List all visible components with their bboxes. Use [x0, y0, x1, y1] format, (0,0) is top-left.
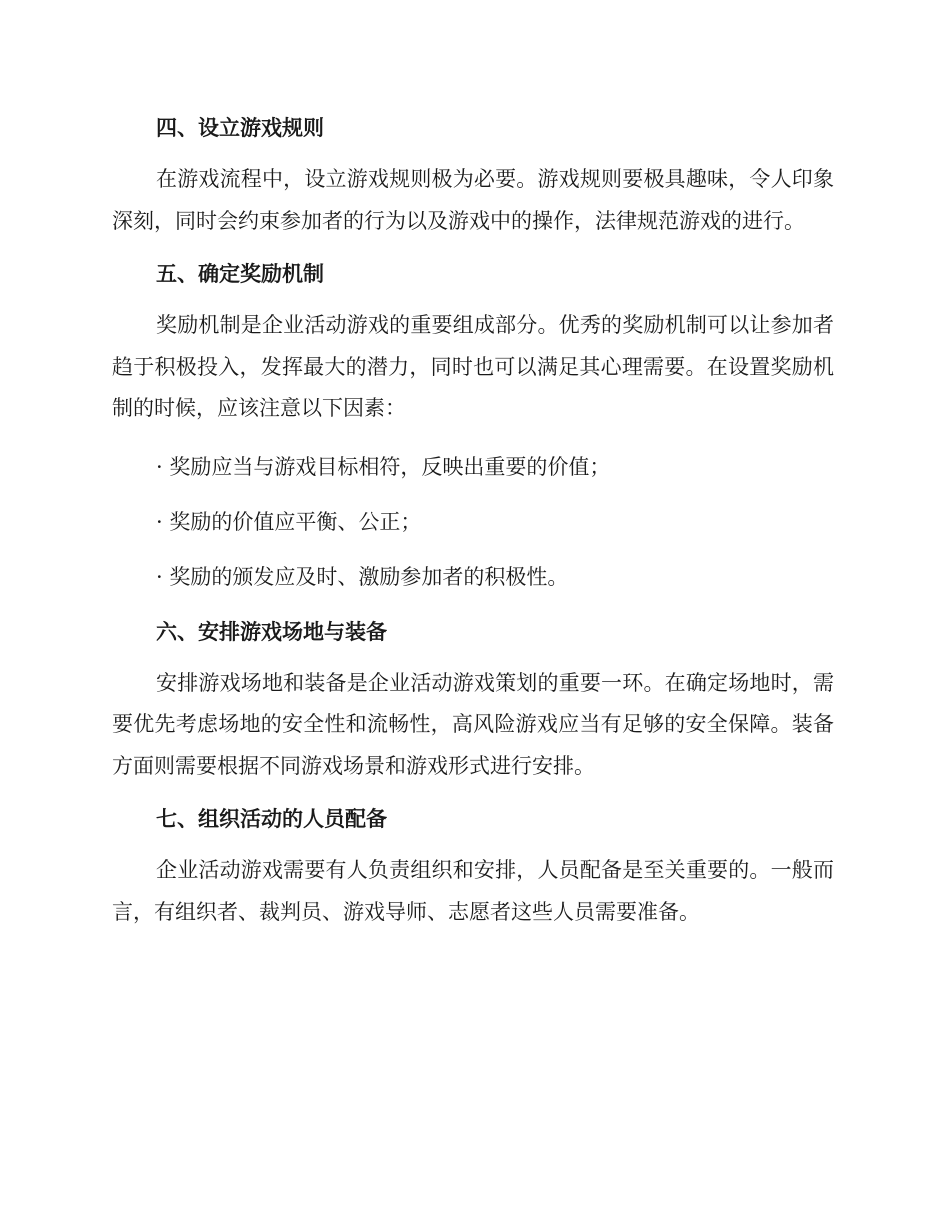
bullet-item: · 奖励的颁发应及时、激励参加者的积极性。	[156, 564, 569, 589]
document-body	[112, 110, 834, 933]
section-heading-rules: 四、设立游戏规则	[156, 116, 324, 140]
section-paragraph-venue: 安排游戏场地和装备是企业活动游戏策划的重要一环。在确定场地时，需要优先考虑场地的安全性和流畅性，高风险游戏应当有足够的安全保障。装备方面则需要根据不同游戏场景和游戏形式进行安排。	[112, 670, 834, 778]
section-heading-venue: 六、安排游戏场地与装备	[156, 619, 387, 644]
section-paragraph-rewards: 奖励机制是企业活动游戏的重要组成部分。优秀的奖励机制可以让参加者趋于积极投入，发挥最大的潜力，同时也可以满足其心理需要。在设置奖励机制的时候，应该注意以下因素：	[112, 313, 834, 420]
section-paragraph-rules: 在游戏流程中，设立游戏规则极为必要。游戏规则要极具趣味，令人印象深刻，同时会约束参加者的行为以及游戏中的操作，法律规范游戏的进行。	[112, 167, 834, 233]
section-heading-rewards: 五、确定奖励机制	[156, 262, 324, 286]
section-paragraph-staffing: 企业活动游戏需要有人负责组织和安排，人员配备是至关重要的。一般而言，有组织者、裁判员、游戏导师、志愿者这些人员需要准备。	[112, 858, 834, 924]
bullet-item: · 奖励的价值应平衡、公正；	[156, 509, 422, 534]
bullet-item: · 奖励应当与游戏目标相符，反映出重要的价值；	[156, 454, 611, 479]
section-heading-staffing: 七、组织活动的人员配备	[156, 807, 387, 831]
